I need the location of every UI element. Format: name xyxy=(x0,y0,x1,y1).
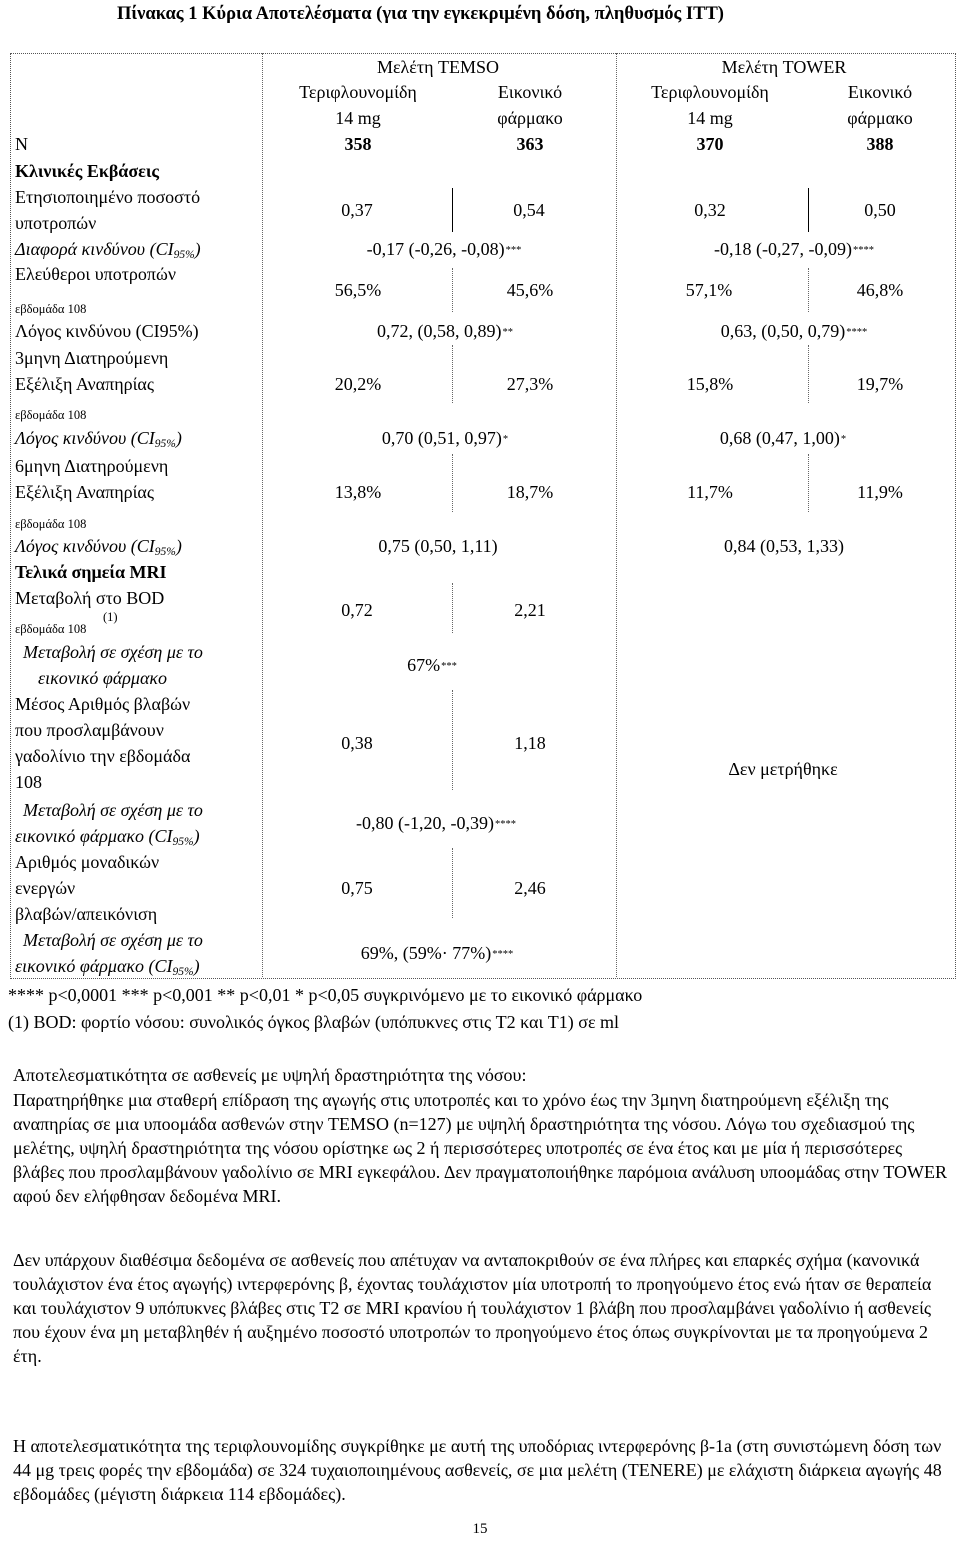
arr-label-2: υποτροπών xyxy=(15,213,97,233)
temso-divider-free xyxy=(452,268,453,312)
gd-label-4: 108 xyxy=(15,772,42,792)
tower-not-measured: Δεν μετρήθηκε xyxy=(728,759,838,779)
riskdiff-tower: -0,18 (-0,27, -0,09)**** xyxy=(714,239,874,259)
cdp3-temso-pbo: 27,3% xyxy=(506,374,554,394)
footnote-significance: **** p<0,0001 *** p<0,001 ** p<0,01 * p<0,05 συγκρινόμενο με το εικονικό φάρμακο xyxy=(8,985,643,1005)
ul-vs-pbo-2: εικονικό φάρμακο $(CI_{95\%})$ xyxy=(15,956,200,978)
cdp6-tower-pbo: 11,9% xyxy=(857,482,903,502)
temso-divider-bod xyxy=(452,583,453,633)
temso-divider-cdp6 xyxy=(452,454,453,512)
bod-change: 67%*** xyxy=(407,655,457,675)
arr-tower-pbo: 0,50 xyxy=(864,200,896,220)
arr-label-1: Ετησιοποιημένο ποσοστό xyxy=(15,187,201,207)
temso-header: Μελέτη TEMSO xyxy=(376,57,500,77)
hr-cdp3-tower: 0,68 (0,47, 1,00)* xyxy=(719,428,847,448)
free-temso-pbo: 45,6% xyxy=(506,280,554,300)
temso-teri-header: Τεριφλουνομίδη xyxy=(299,82,417,102)
n-tower-teri: 370 xyxy=(696,134,724,154)
gd-label-1: Μέσος Αριθμός βλαβών xyxy=(15,694,191,714)
temso-divider-ul xyxy=(452,848,453,918)
cdp6-tower-teri: 11,7% xyxy=(687,482,733,502)
tower-pbo-header-2: φάρμακο xyxy=(847,108,913,128)
tower-header: Μελέτη TOWER xyxy=(721,57,847,77)
gd-teri: 0,38 xyxy=(341,733,373,753)
paragraph-no-data: Δεν υπάρχουν διαθέσιμα δεδομένα σε ασθενείς που απέτυχαν να ανταποκριθούν σε ένα πλήρες και επαρκές σχήμα (κανονικά τουλάχιστον ένα έτος αγωγής) ιντερφερόνης β, έχοντας τουλάχιστον μία υποτροπή το προηγούμενο έτος ενώ ήταν σε θεραπεία και τουλάχιστον 9 υπόπυκνες βλάβες στις T2 σε MRI κρανίου ή τουλάχιστον 1 βλάβη που προσλαμβάνει γαδολίνιο ή ασθενείς που έχουν ένα μη μεταβληθέν ή αυξημένο ποσοστό υποτροπών το προηγούμενο έτος όπως συγκρίνονται με τα προηγούμενα 2 έτη. xyxy=(13,1250,932,1366)
bod-teri: 0,72 xyxy=(341,600,373,620)
gd-vs-pbo-1: Μεταβολή σε σχέση με το xyxy=(23,800,203,820)
cdp3-week-label: εβδομάδα 108 xyxy=(15,408,87,422)
hr-free-label: Λόγος κινδύνου (CI95%) xyxy=(15,321,199,341)
gd-vs-pbo-2: εικονικό φάρμακο $(CI_{95\%})$ xyxy=(15,826,200,848)
cdp3-label-2: Εξέλιξη Αναπηρίας xyxy=(15,374,154,394)
cdp3-label-1: 3μηνη Διατηρούμενη xyxy=(15,348,169,368)
free-tower-teri: 57,1% xyxy=(685,280,733,300)
tower-divider-cdp3 xyxy=(808,345,809,403)
column-divider-label xyxy=(262,53,263,977)
hr-cdp6-label: Λόγος κινδύνου $(CI_{95\%})$ xyxy=(15,536,182,558)
paragraph-high-activity: Παρατηρήθηκε μια σταθερή επίδραση της αγωγής στις υποτροπές και το χρόνο έως την 3μηνη διατηρούμενη εξέλιξη της αναπηρίας σε μια υποομάδα ασθενών στην TEMSO (n=127) με υψηλή δραστηριότητα της νόσου. Λόγω του σχεδιασμού της μελέτης, υψηλή δραστηριότητα της νόσου ορίστηκε ως 2 ή περισσότερες υποτροπές σε ένα έτος και με μία ή περισσότερες βλάβες που προσλαμβάνουν γαδολίνιο σε MRI εγκεφάλου. Δεν πραγματοποιήθηκε παρόμοια ανάλυση υποομάδας στην TOWER αφού δεν ελήφθησαν δεδομένα MRI. xyxy=(13,1090,947,1206)
bod-ref: (1) xyxy=(103,610,118,624)
paragraph-high-activity-heading: Αποτελεσματικότητα σε ασθενείς με υψηλή δραστηριότητα της νόσου: xyxy=(13,1065,527,1085)
temso-teri-dose: 14 mg xyxy=(335,108,381,128)
hr-cdp6-tower: 0,84 (0,53, 1,33) xyxy=(724,536,844,556)
ul-change: 69%, (59%· 77%)**** xyxy=(360,943,514,963)
cdp6-temso-teri: 13,8% xyxy=(334,482,382,502)
bod-label: Μεταβολή στο BOD xyxy=(15,588,165,608)
cdp6-label-2: Εξέλιξη Αναπηρίας xyxy=(15,482,154,502)
tower-divider-free xyxy=(808,268,809,312)
n-tower-pbo: 388 xyxy=(866,134,894,154)
temso-divider-gd xyxy=(452,690,453,790)
n-temso-teri: 358 xyxy=(344,134,372,154)
free-week-label: εβδομάδα 108 xyxy=(15,302,87,316)
tower-divider-cdp6 xyxy=(808,454,809,512)
column-divider-study xyxy=(616,53,617,977)
ul-teri: 0,75 xyxy=(341,878,373,898)
cdp6-week-label: εβδομάδα 108 xyxy=(15,517,87,531)
gd-pbo: 1,18 xyxy=(514,733,546,753)
gd-change: -0,80 (-1,20, -0,39)**** xyxy=(356,813,516,833)
temso-divider-cdp3 xyxy=(452,345,453,403)
tower-pbo-header: Εικονικό xyxy=(847,82,913,102)
cdp3-tower-teri: 15,8% xyxy=(686,374,734,394)
gd-label-3: γαδολίνιο την εβδομάδα xyxy=(15,746,191,766)
cdp3-temso-teri: 20,2% xyxy=(334,374,382,394)
arr-temso-teri: 0,37 xyxy=(341,200,373,220)
ul-label-1: Αριθμός μοναδικών xyxy=(15,852,160,872)
free-tower-pbo: 46,8% xyxy=(856,280,904,300)
free-label: Ελεύθεροι υποτροπών xyxy=(15,264,176,284)
riskdiff-label: Διαφορά κινδύνου $(CI_{95\%})$ xyxy=(15,239,201,261)
table-title: Πίνακας 1 Κύρια Αποτελέσματα (για την εγκεκριμένη δόση, πληθυσμός ITT) xyxy=(117,4,724,24)
riskdiff-temso: -0,17 (-0,26, -0,08)*** xyxy=(366,239,522,259)
ul-label-2: ενεργών xyxy=(15,878,76,898)
hr-free-tower: 0,63, (0,50, 0,79)**** xyxy=(720,321,868,341)
tower-divider-arr xyxy=(808,188,809,232)
ul-label-3: βλαβών/απεικόνιση xyxy=(15,904,158,924)
temso-pbo-header: Εικονικό xyxy=(497,82,563,102)
bod-vs-pbo-1: Μεταβολή σε σχέση με το xyxy=(23,642,203,662)
n-label: N xyxy=(15,134,28,154)
footnote-bod: (1) BOD: φορτίο νόσου: συνολικός όγκος βλαβών (υπόπυκνες στις T2 και T1) σε ml xyxy=(8,1012,620,1032)
tower-teri-header: Τεριφλουνομίδη xyxy=(651,82,769,102)
free-temso-teri: 56,5% xyxy=(334,280,382,300)
temso-divider-arr xyxy=(452,188,453,232)
arr-temso-pbo: 0,54 xyxy=(513,200,545,220)
ul-vs-pbo-1: Μεταβολή σε σχέση με το xyxy=(23,930,203,950)
bod-pbo: 2,21 xyxy=(514,600,546,620)
section-mri: Τελικά σημεία MRI xyxy=(15,562,167,582)
hr-free-temso: 0,72, (0,58, 0,89)** xyxy=(377,321,513,341)
temso-pbo-header-2: φάρμακο xyxy=(497,108,563,128)
page-number: 15 xyxy=(472,1521,488,1537)
section-clinical: Κλινικές Εκβάσεις xyxy=(15,161,160,181)
tower-teri-dose: 14 mg xyxy=(687,108,733,128)
n-temso-pbo: 363 xyxy=(516,134,544,154)
cdp6-temso-pbo: 18,7% xyxy=(506,482,554,502)
hr-cdp3-temso: 0,70 (0,51, 0,97)* xyxy=(381,428,509,448)
arr-tower-teri: 0,32 xyxy=(694,200,726,220)
hr-cdp3-label: Λόγος κινδύνου $(CI_{95\%})$ xyxy=(15,428,182,450)
cdp3-tower-pbo: 19,7% xyxy=(856,374,904,394)
gd-label-2: που προσλαμβάνουν xyxy=(15,720,164,740)
cdp6-label-1: 6μηνη Διατηρούμενη xyxy=(15,456,169,476)
ul-pbo: 2,46 xyxy=(514,878,546,898)
paragraph-tenere: Η αποτελεσματικότητα της τεριφλουνομίδης συγκρίθηκε με αυτή της υποδόριας ιντερφερόνης β-1a (στη συνιστώμενη δόση των 44 μg τρεις φορές την εβδομάδα) σε 324 τυχαιοποιημένους ασθενείς, σε μια μελέτη (TENERE) με ελάχιστη διάρκεια αγωγής 48 εβδομάδες (μέγιστη διάρκεια 114 εβδομάδες). xyxy=(13,1436,942,1504)
bod-week-label: εβδομάδα 108 xyxy=(15,622,87,636)
hr-cdp6-temso: 0,75 (0,50, 1,11) xyxy=(378,536,498,556)
bod-vs-pbo-2: εικονικό φάρμακο xyxy=(38,668,168,688)
